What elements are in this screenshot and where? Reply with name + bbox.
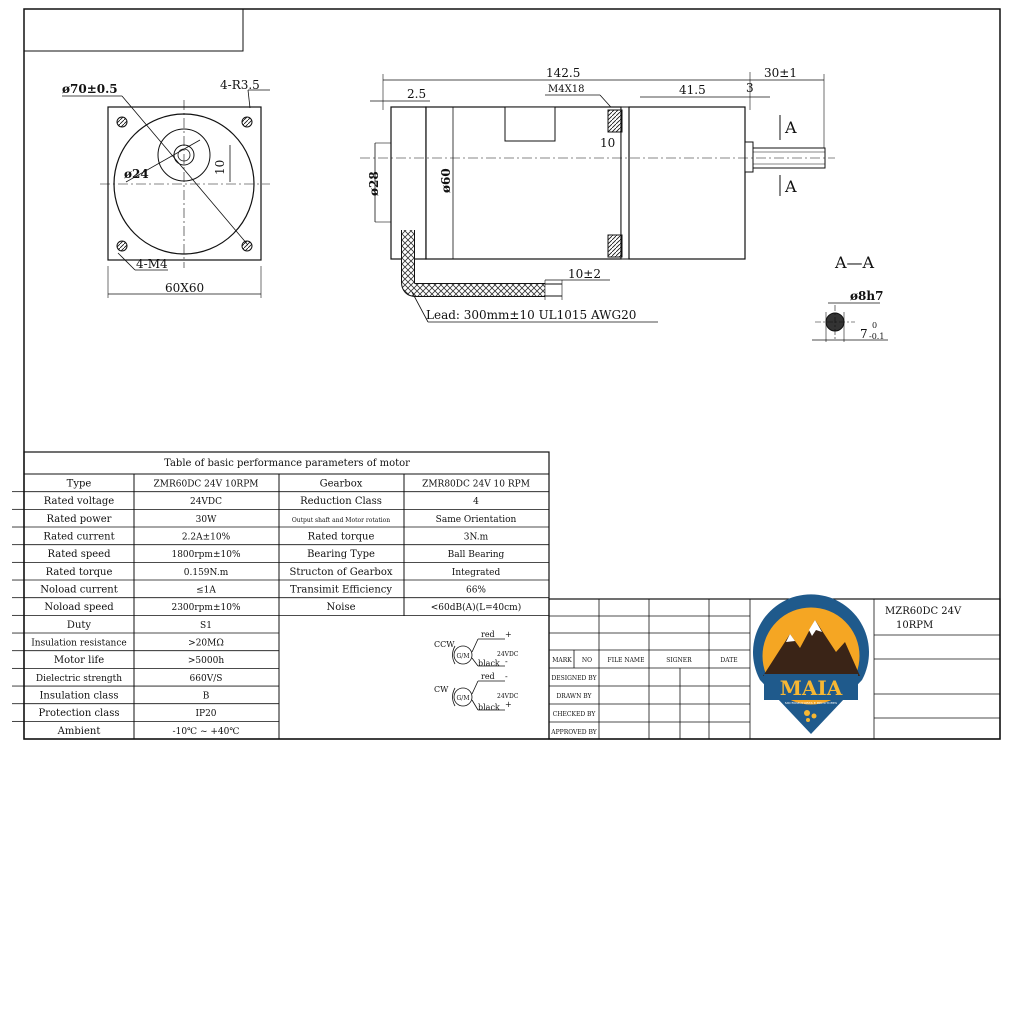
param-label: Dielectric strength (35, 673, 123, 684)
hub-offset-label: 10 (213, 159, 227, 175)
param-value: 660V/S (189, 673, 223, 684)
gearbox-param-value: Integrated (451, 567, 501, 578)
flange-size-label: 60X60 (165, 281, 205, 295)
row-approved-by: APPROVED BY (551, 729, 597, 736)
gearbox-param-label: Reduction Class (300, 496, 382, 508)
table-title: Table of basic performance parameters of motor (164, 458, 410, 469)
gearbox-length-label: 41.5 (679, 83, 706, 97)
param-label: Type (66, 478, 92, 490)
screw-bottom (608, 235, 622, 257)
section-title: A—A (835, 253, 875, 272)
param-value: IP20 (195, 709, 217, 720)
gearbox-param-label: Rated torque (307, 531, 375, 543)
total-length-label: 142.5 (546, 66, 581, 80)
hdr-file-name: FILE NAME (607, 657, 645, 664)
gearbox-param-label: Noise (326, 602, 356, 614)
row-drawn-by: DRAWN BY (556, 693, 592, 700)
svg-text:+: + (505, 700, 512, 709)
param-label: Rated voltage (43, 496, 115, 508)
parameter-table (12, 452, 549, 739)
param-label: Protection class (38, 708, 120, 720)
svg-text:G/M: G/M (456, 653, 470, 660)
svg-text:G/M: G/M (456, 695, 470, 702)
title-block (549, 594, 1000, 739)
param-value: S1 (200, 620, 212, 631)
hdr-mark: MARK (552, 657, 572, 664)
param-value: -10℃ ~ +40℃ (172, 726, 240, 737)
shaft-diameter-label: ø8h7 (850, 289, 884, 303)
gearbox-param-value: <60dB(A)(L=40cm) (430, 603, 522, 614)
svg-text:-: - (505, 657, 508, 666)
param-value: 1800rpm±10% (171, 550, 241, 561)
front-view (62, 78, 270, 298)
lead-strip-label: 10±2 (568, 267, 601, 281)
svg-text:black: black (478, 659, 500, 668)
param-label: Rated power (46, 513, 112, 525)
gearbox-param-value: ZMR80DC 24V 10 RPM (422, 479, 530, 490)
gearbox-param-value: Ball Bearing (447, 550, 505, 561)
param-label: Rated torque (45, 566, 113, 578)
gearbox-param-value: 3N.m (463, 532, 489, 543)
boss-length-label: 10 (600, 136, 616, 150)
param-value: 2.2A±10% (181, 532, 231, 543)
row-designed-by: DESIGNED BY (551, 675, 597, 682)
hdr-signer: SIGNER (666, 657, 692, 664)
param-label: Motor life (53, 655, 105, 667)
screw-top (608, 110, 622, 132)
hdr-no: NO (581, 657, 593, 664)
flat-size-label: 7 (860, 327, 868, 341)
param-value: 2300rpm±10% (171, 603, 241, 614)
side-view (360, 66, 835, 322)
param-value: ZMR60DC 24V 10RPM (153, 479, 259, 490)
param-label: Noload current (40, 584, 118, 596)
model-speed: 10RPM (896, 620, 934, 631)
svg-text:red: red (481, 672, 495, 681)
maia-logo (753, 594, 869, 734)
svg-text:black: black (478, 703, 500, 712)
param-value: 30W (195, 514, 217, 525)
gearbox-param-label: Output shaft and Motor rotation (291, 516, 391, 524)
outer-diameter-label: ø70±0.5 (62, 82, 118, 96)
flat-tol-lower: -0.1 (869, 332, 885, 341)
model-name: MZR60DC 24V (885, 606, 962, 617)
param-value: 24VDC (189, 497, 223, 508)
gearbox-param-label: Gearbox (319, 478, 363, 490)
gap-label: 3 (746, 81, 754, 95)
param-value: 0.159N.m (183, 567, 229, 578)
gearbox-param-value: 66% (465, 585, 487, 596)
param-label: Insulation resistance (31, 638, 127, 649)
svg-text:-: - (505, 672, 508, 681)
gearbox-param-label: Structon of Gearbox (289, 566, 393, 578)
section-mark-bottom: A (785, 177, 797, 196)
svg-text:24VDC: 24VDC (497, 693, 519, 700)
logo-text: MAIA (779, 676, 843, 700)
screw-size-label: M4X18 (548, 84, 585, 95)
svg-text:MICROMOTORES E REDUTORES: MICROMOTORES E REDUTORES (784, 701, 838, 705)
param-value: >20MΩ (188, 638, 224, 649)
svg-text:+: + (505, 630, 512, 639)
param-label: Ambient (57, 725, 101, 737)
boss-diameter-label: ø28 (367, 171, 381, 196)
gearbox-param-value: Same Orientation (435, 514, 517, 525)
param-value: >5000h (187, 656, 225, 667)
shaft-length-label: 30±1 (764, 66, 797, 80)
param-label: Noload speed (44, 602, 114, 614)
section-view (812, 253, 888, 342)
corner-box (24, 9, 243, 51)
param-label: Rated current (43, 531, 115, 543)
corner-radius-label: 4-R3.5 (220, 78, 260, 92)
param-value: B (202, 691, 210, 702)
gearbox-param-label: Bearing Type (307, 549, 375, 561)
body-diameter-label: ø60 (439, 168, 453, 193)
param-label: Rated speed (47, 549, 111, 561)
ccw-label: CCW (434, 640, 455, 649)
cw-label: CW (434, 685, 449, 694)
gearbox-housing (629, 107, 745, 259)
hub-diameter-label: ø24 (124, 167, 149, 181)
gearbox-param-label: Transimit Efficiency (289, 584, 393, 596)
param-label: Duty (66, 619, 92, 631)
flat-tol-upper: 0 (872, 321, 878, 330)
param-label: Insulation class (39, 690, 119, 702)
lead-spec-label: Lead: 300mm±10 UL1015 AWG20 (426, 308, 637, 322)
param-value: ≤1A (196, 585, 216, 596)
mounting-holes-label: 4-M4 (136, 257, 168, 271)
flange-thickness-label: 2.5 (407, 87, 427, 101)
hdr-date: DATE (720, 657, 738, 664)
svg-text:red: red (481, 630, 495, 639)
row-checked-by: CHECKED BY (552, 711, 596, 718)
wiring-diagram (434, 630, 519, 712)
svg-text:24VDC: 24VDC (497, 651, 519, 658)
terminal-box (505, 107, 555, 141)
gearbox-param-value: 4 (473, 497, 479, 508)
flange-square (108, 107, 261, 260)
section-mark-top: A (785, 118, 797, 137)
